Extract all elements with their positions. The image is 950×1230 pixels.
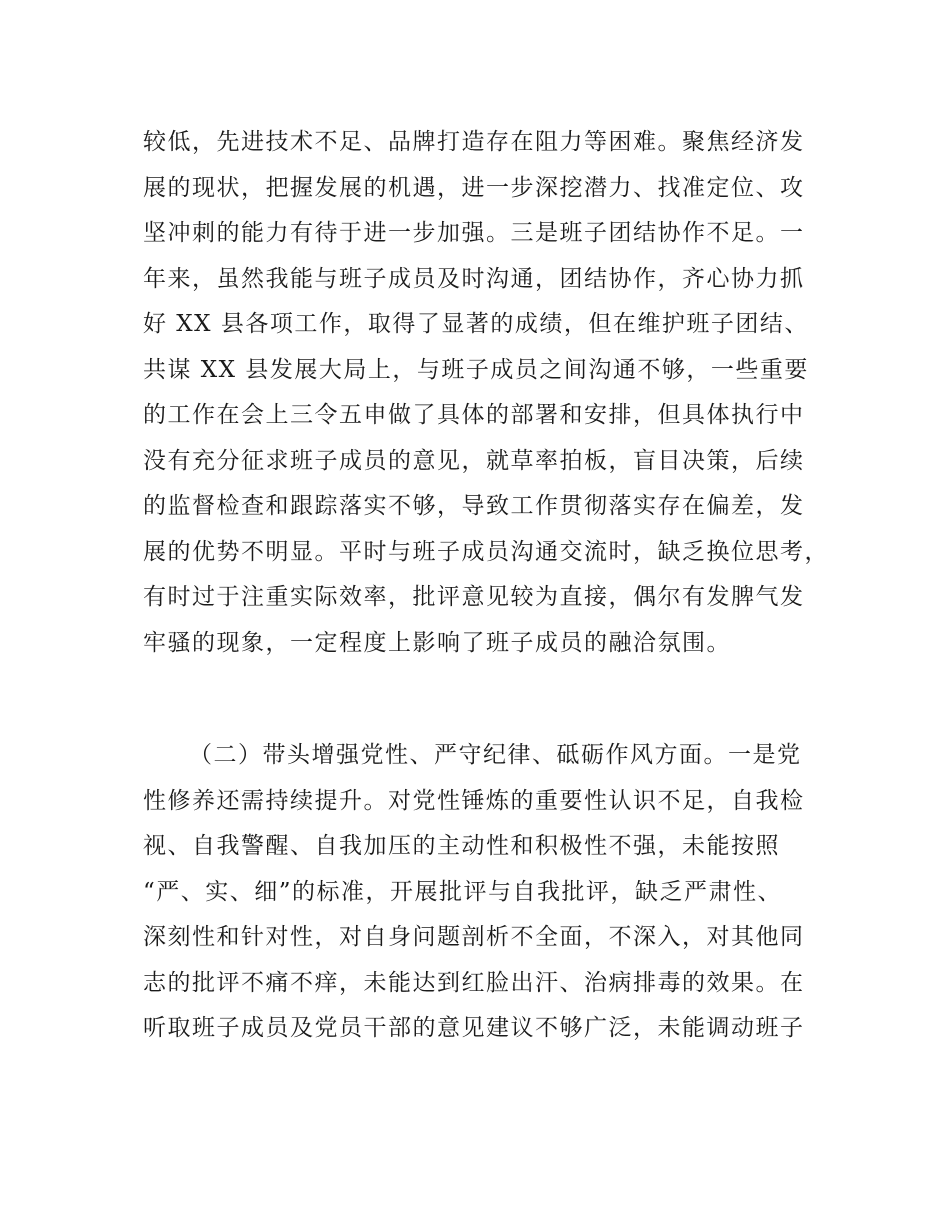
text-line: 较低，先进技术不足、品牌打造存在阻力等困难。聚焦经济发 <box>143 129 805 155</box>
text-line: 性修养还需持续提升。对党性锤炼的重要性认识不足，自我检 <box>143 787 805 814</box>
text-line: 的工作在会上三令五申做了具体的部署和安排，但具体执行中 <box>143 402 805 428</box>
text-line: 视、自我警醒、自我加压的主动性和积极性不强，未能按照 <box>143 833 780 859</box>
paragraph-1 <box>143 120 833 666</box>
text-line: “严、实、细”的标准，开展批评与自我批评，缺乏严肃性、 <box>143 878 783 905</box>
paragraph-2 <box>143 733 833 1052</box>
text-line: 坚冲刺的能力有待于进一步加强。三是班子团结协作不足。一 <box>143 220 805 246</box>
text-line: 深刻性和针对性，对自身问题剖析不全面，不深入，对其他同 <box>143 924 805 950</box>
text-line: 的监督检查和跟踪落实不够，导致工作贯彻落实存在偏差，发 <box>143 493 805 519</box>
text-line: 年来，虽然我能与班子成员及时沟通，团结协作，齐心协力抓 <box>143 265 805 292</box>
text-line: 听取班子成员及党员干部的意见建议不够广泛，未能调动班子 <box>143 1015 805 1041</box>
text-line: 牢骚的现象，一定程度上影响了班子成员的融洽氛围。 <box>143 629 731 656</box>
text-line: 没有充分征求班子成员的意见，就草率拍板，盲目决策，后续 <box>143 447 805 474</box>
text-line: 好 XX 县各项工作，取得了显著的成绩，但在维护班子团结、 <box>143 311 809 337</box>
text-line: 志的批评不痛不痒，未能达到红脸出汗、治病排毒的效果。在 <box>143 969 805 996</box>
text-line: 有时过于注重实际效率，批评意见较为直接，偶尔有发脾气发 <box>143 584 805 610</box>
text-line: 共谋 XX 县发展大局上，与班子成员之间沟通不够，一些重要 <box>143 356 809 383</box>
text-line: 展的优势不明显。平时与班子成员沟通交流时，缺乏换位思考， <box>143 538 829 565</box>
text-line-indented: （二）带头增强党性、严守纪律、砥砺作风方面。一是党 <box>189 742 802 768</box>
text-line: 展的现状，把握发展的机遇，进一步深挖潜力、找准定位、攻 <box>143 174 805 201</box>
